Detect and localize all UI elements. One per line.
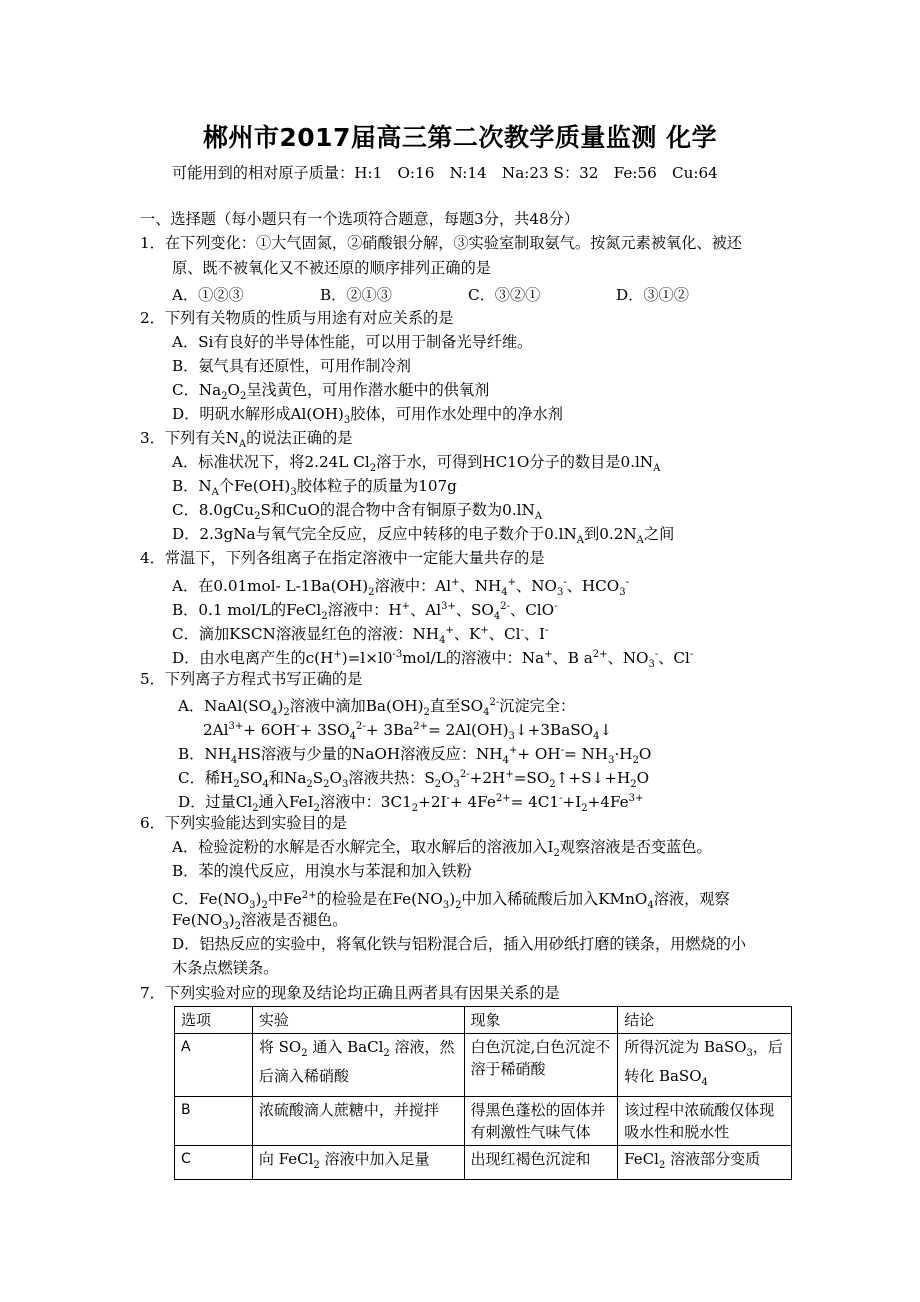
row-conclusion: FeCl$_2$ 溶液部分变质 [618, 1146, 792, 1180]
row-label: A [175, 1034, 253, 1097]
q4-stem: 4．常温下，下列各组离子在指定溶液中一定能大量共存的是 [140, 549, 545, 567]
q3-option-b: B．$N_A$个$Fe(OH)_3$胶体粒子的质量为107g [172, 477, 457, 499]
table-row [175, 1146, 792, 1180]
q5-option-a: A．$NaAl(SO_4)_2$溶液中滴加$Ba(OH)_2$直至$SO_4^{2-}$沉淀完全： [178, 697, 576, 719]
q1-option-b: B．②①③ [320, 286, 392, 304]
q6-stem: 6．下列实验能达到实验目的是 [140, 814, 348, 832]
q7-table [174, 1006, 792, 1180]
row-conclusion: 所得沉淀为 BaSO$_3$，后转化 BaSO$_4$ [618, 1034, 792, 1097]
q4-option-b: B．0.1 mol/L的FeCl$_2$溶液中：H+、$Al^{3+}$、$SO_4^{2-}$、ClO- [172, 601, 558, 623]
table-header: 现象 [464, 1007, 618, 1034]
q4-option-c: C．滴加KSCN溶液显红色的溶液：$NH_4^+$、K+、Cl-、I- [172, 625, 549, 647]
q6-option-d: D．铝热反应的实验中，将氧化铁与铝粉混合后，插入用砂纸打磨的镁条，用燃烧的小 [172, 935, 747, 953]
row-phenomenon: 得黑色蓬松的固体并有刺激性气味气体 [464, 1097, 618, 1146]
q5-option-d: D．过量$Cl_2$通入FeI$_2$溶液中：$3C1_2+2I^-+ 4Fe^{2+}= 4C1^-+I_2+4Fe^{3+}$ [178, 793, 644, 815]
q3-stem: 3．下列有关$N_A$的说法正确的是 [140, 429, 353, 451]
row-phenomenon: 白色沉淀,白色沉淀不溶于稀硝酸 [464, 1034, 618, 1097]
q4-option-d: D．由水电离产生的$c(H^+)=l\times l0^{-3}mol/L$的溶液中：Na+、B $a^{2+}$、$NO_3^-$、Cl- [172, 649, 694, 671]
row-experiment: 将 $SO_2$ 通入 BaCl$_2$ 溶液，然后滴入稀硝酸 [252, 1034, 464, 1097]
q7-stem: 7．下列实验对应的现象及结论均正确且两者具有因果关系的是 [140, 984, 560, 1002]
q2-option-b: B．氨气具有还原性，可用作制冷剂 [172, 357, 411, 375]
table-row [175, 1097, 792, 1146]
q3-option-a: A．标准状况下，将2.24L $Cl_2$溶于水，可得到HC1O分子的数目是$0.lN_A$ [172, 453, 661, 475]
table-header: 选项 [175, 1007, 253, 1034]
q5-option-b: B．$NH_4HS$溶液与少量的NaOH溶液反应：$NH_4^++ OH^-= NH_3\cdot H_2O$ [178, 745, 652, 767]
q2-stem: 2．下列有关物质的性质与用途有对应关系的是 [140, 309, 454, 327]
q3-option-d: D．2.3gNa与氧气完全反应，反应中转移的电子数介于$0.lN_A$到$0.2N_A$之间 [172, 525, 675, 547]
q6-option-d-cont: 木条点燃镁条。 [172, 959, 279, 977]
row-conclusion: 该过程中浓硫酸仅体现吸水性和脱水性 [618, 1097, 792, 1146]
section-heading: 一、选择题（每小题只有一个选项符合题意，每题3分，共48分） [140, 210, 580, 228]
q1-stem-line2: 原、既不被氧化又不被还原的顺序排列正确的是 [172, 259, 491, 277]
q6-option-c: C．$Fe(NO_3)_2$中$Fe^{2+}$的检验是在$Fe(NO_3)_2$中加入稀硫酸后加入KMnO$_4$溶液，观察 [172, 890, 730, 912]
table-header: 结论 [618, 1007, 792, 1034]
row-label: B [175, 1097, 253, 1146]
q6-option-a: A．检验淀粉的水解是否水解完全，取水解后的溶液加入$I_2$观察溶液是否变蓝色。 [172, 838, 712, 860]
row-experiment: 浓硫酸滴人蔗糖中，并搅拌 [252, 1097, 464, 1146]
q1-stem-line1: 1．在下列变化：①大气固氮，②硝酸银分解，③实验室制取氨气。按氮元素被氧化、被还 [140, 234, 742, 252]
table-row [175, 1034, 792, 1097]
atomic-masses: 可能用到的相对原子质量：H:1 O:16 N:14 Na:23 S：32 Fe:56 Cu:64 [172, 164, 718, 182]
q6-option-c-cont: $Fe(NO_3)_2$溶液是否褪色。 [172, 911, 348, 933]
q2-option-d: D．明矾水解形成$Al(OH)_3$胶体，可用作水处理中的净水剂 [172, 405, 563, 427]
row-label: C [175, 1146, 253, 1180]
q2-option-a: A．Si有良好的半导体性能，可以用于制备光导纤维。 [172, 333, 533, 351]
q6-option-b: B．苯的溴代反应，用溴水与苯混和加入铁粉 [172, 862, 472, 880]
q1-option-d: D．③①② [616, 286, 689, 304]
table-header: 实验 [252, 1007, 464, 1034]
q1-choices [172, 284, 764, 305]
q5-stem: 5．下列离子方程式书写正确的是 [140, 670, 363, 688]
row-experiment: 向 FeCl$_2$ 溶液中加入足量 [252, 1146, 464, 1180]
q2-option-c: C．$Na_2O_2$呈浅黄色，可用作潜水艇中的供氧剂 [172, 381, 490, 403]
page-title: 郴州市2017届高三第二次教学质量监测 化学 [202, 123, 718, 152]
q1-option-a: A．①②③ [172, 286, 244, 304]
q4-option-a: A．在0.01mol- $L-1Ba(OH)_2$溶液中：Al+、$NH_4^+$、$NO_3^-$、$HCO_3^-$ [172, 577, 629, 599]
q5-option-a-equation: $2Al^{3+}+ 6OH^-+ 3SO_4^{2-}+ 3Ba^{2+}=$ $2Al(OH)_3↓+3BaSO_4↓$ [203, 721, 613, 743]
q5-option-c: C．稀$H_2SO_4$和$Na_2S_2O_3$溶液共热：$S_2O_3^{2-}+2H^+=SO_2↑+S↓+H_2O$ [178, 769, 650, 791]
q1-option-c: C．③②① [468, 286, 541, 304]
table-header-row [175, 1007, 792, 1034]
q3-option-c: C．8.0gCu$_2$S和CuO的混合物中含有铜原子数为$0.lN_A$ [172, 501, 543, 523]
row-phenomenon: 出现红褐色沉淀和 [464, 1146, 618, 1180]
